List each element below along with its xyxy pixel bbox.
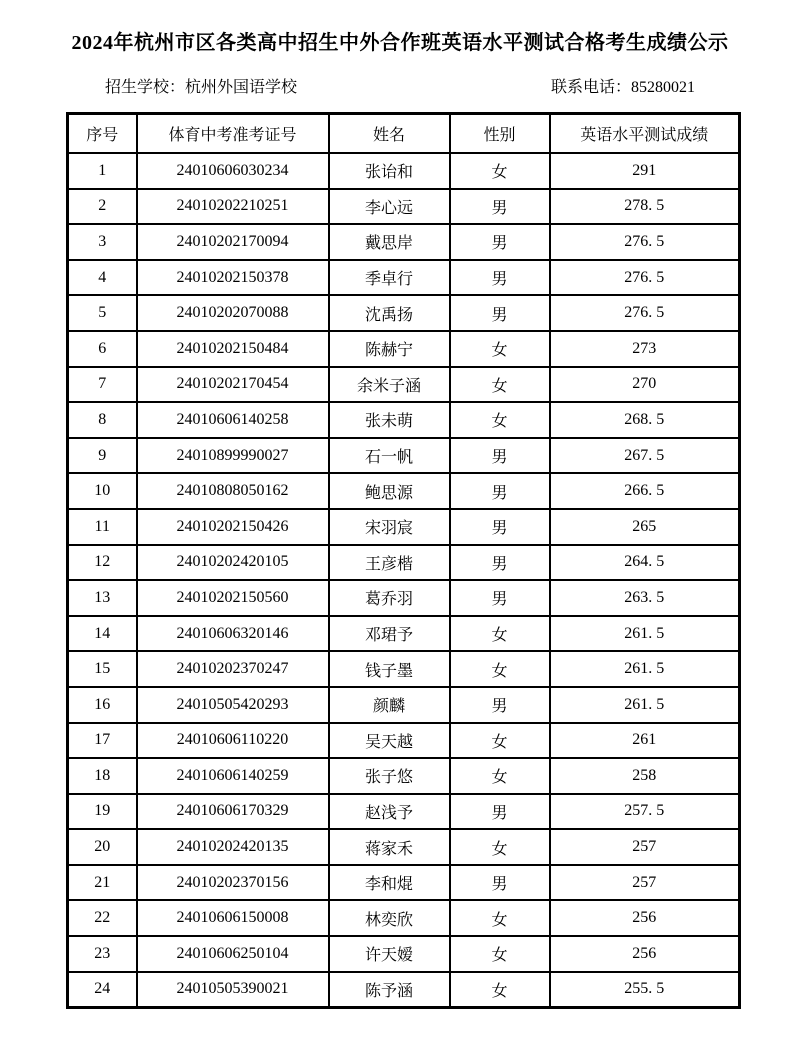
table-row bbox=[68, 580, 740, 616]
cell-score: 261. 5 bbox=[550, 687, 740, 723]
phone-label: 联系电话： bbox=[550, 79, 631, 96]
header-gender: 性别 bbox=[450, 114, 550, 154]
cell-score: 276. 5 bbox=[550, 224, 740, 260]
cell-gender: 女 bbox=[450, 402, 550, 438]
table-row bbox=[68, 900, 740, 936]
table-row bbox=[68, 758, 740, 794]
cell-index: 23 bbox=[68, 936, 137, 972]
cell-exam-number: 24010899990027 bbox=[137, 438, 329, 474]
cell-name: 吴天越 bbox=[329, 723, 450, 759]
cell-score: 263. 5 bbox=[550, 580, 740, 616]
cell-index: 10 bbox=[68, 473, 137, 509]
cell-exam-number: 24010202150378 bbox=[137, 260, 329, 296]
cell-gender: 男 bbox=[450, 438, 550, 474]
cell-index: 15 bbox=[68, 651, 137, 687]
cell-name: 李心远 bbox=[329, 189, 450, 225]
cell-name: 沈禹扬 bbox=[329, 295, 450, 331]
results-table bbox=[66, 112, 741, 1009]
cell-index: 4 bbox=[68, 260, 137, 296]
cell-gender: 女 bbox=[450, 616, 550, 652]
cell-exam-number: 24010202170454 bbox=[137, 367, 329, 403]
cell-score: 258 bbox=[550, 758, 740, 794]
phone-value: 85280021 bbox=[631, 79, 695, 96]
cell-gender: 女 bbox=[450, 936, 550, 972]
cell-exam-number: 24010606150008 bbox=[137, 900, 329, 936]
cell-exam-number: 24010606110220 bbox=[137, 723, 329, 759]
cell-index: 21 bbox=[68, 865, 137, 901]
cell-exam-number: 24010202150560 bbox=[137, 580, 329, 616]
table-row bbox=[68, 936, 740, 972]
cell-index: 16 bbox=[68, 687, 137, 723]
cell-name: 张未萌 bbox=[329, 402, 450, 438]
cell-score: 257. 5 bbox=[550, 794, 740, 830]
cell-score: 276. 5 bbox=[550, 295, 740, 331]
cell-index: 1 bbox=[68, 153, 137, 189]
cell-exam-number: 24010606140258 bbox=[137, 402, 329, 438]
table-row bbox=[68, 153, 740, 189]
cell-index: 6 bbox=[68, 331, 137, 367]
cell-index: 9 bbox=[68, 438, 137, 474]
cell-exam-number: 24010808050162 bbox=[137, 473, 329, 509]
cell-index: 19 bbox=[68, 794, 137, 830]
cell-score: 278. 5 bbox=[550, 189, 740, 225]
cell-index: 3 bbox=[68, 224, 137, 260]
cell-gender: 女 bbox=[450, 153, 550, 189]
cell-gender: 男 bbox=[450, 545, 550, 581]
cell-score: 256 bbox=[550, 936, 740, 972]
cell-score: 261. 5 bbox=[550, 651, 740, 687]
cell-index: 12 bbox=[68, 545, 137, 581]
table-row bbox=[68, 473, 740, 509]
cell-exam-number: 24010202170094 bbox=[137, 224, 329, 260]
cell-exam-number: 24010606170329 bbox=[137, 794, 329, 830]
cell-exam-number: 24010202150484 bbox=[137, 331, 329, 367]
cell-name: 陈予涵 bbox=[329, 972, 450, 1008]
cell-score: 257 bbox=[550, 865, 740, 901]
cell-gender: 男 bbox=[450, 794, 550, 830]
cell-score: 255. 5 bbox=[550, 972, 740, 1008]
cell-exam-number: 24010202210251 bbox=[137, 189, 329, 225]
cell-name: 石一帆 bbox=[329, 438, 450, 474]
cell-name: 余米子涵 bbox=[329, 367, 450, 403]
cell-gender: 男 bbox=[450, 580, 550, 616]
cell-score: 273 bbox=[550, 331, 740, 367]
cell-gender: 女 bbox=[450, 367, 550, 403]
cell-index: 24 bbox=[68, 972, 137, 1008]
cell-index: 11 bbox=[68, 509, 137, 545]
cell-gender: 男 bbox=[450, 295, 550, 331]
table-row bbox=[68, 794, 740, 830]
table-row bbox=[68, 545, 740, 581]
cell-gender: 女 bbox=[450, 900, 550, 936]
cell-index: 13 bbox=[68, 580, 137, 616]
cell-index: 17 bbox=[68, 723, 137, 759]
table-header-row bbox=[68, 114, 740, 154]
header-score: 英语水平测试成绩 bbox=[550, 114, 740, 154]
cell-score: 261 bbox=[550, 723, 740, 759]
cell-gender: 男 bbox=[450, 224, 550, 260]
cell-exam-number: 24010505420293 bbox=[137, 687, 329, 723]
cell-name: 李和焜 bbox=[329, 865, 450, 901]
cell-score: 266. 5 bbox=[550, 473, 740, 509]
cell-name: 蒋家禾 bbox=[329, 829, 450, 865]
cell-name: 林奕欣 bbox=[329, 900, 450, 936]
table-row bbox=[68, 402, 740, 438]
cell-score: 261. 5 bbox=[550, 616, 740, 652]
meta-row bbox=[0, 78, 800, 98]
table-row bbox=[68, 723, 740, 759]
cell-gender: 女 bbox=[450, 829, 550, 865]
cell-index: 8 bbox=[68, 402, 137, 438]
cell-exam-number: 24010606250104 bbox=[137, 936, 329, 972]
table-row bbox=[68, 295, 740, 331]
cell-gender: 男 bbox=[450, 687, 550, 723]
cell-gender: 男 bbox=[450, 260, 550, 296]
table-row bbox=[68, 651, 740, 687]
cell-index: 2 bbox=[68, 189, 137, 225]
cell-gender: 男 bbox=[450, 473, 550, 509]
school-value: 杭州外国语学校 bbox=[185, 79, 298, 96]
table-row bbox=[68, 367, 740, 403]
table-row bbox=[68, 331, 740, 367]
cell-gender: 男 bbox=[450, 865, 550, 901]
cell-index: 5 bbox=[68, 295, 137, 331]
cell-index: 14 bbox=[68, 616, 137, 652]
school-field bbox=[105, 78, 297, 98]
cell-name: 张诒和 bbox=[329, 153, 450, 189]
cell-gender: 女 bbox=[450, 972, 550, 1008]
cell-exam-number: 24010202420135 bbox=[137, 829, 329, 865]
cell-index: 22 bbox=[68, 900, 137, 936]
cell-exam-number: 24010202150426 bbox=[137, 509, 329, 545]
cell-gender: 女 bbox=[450, 331, 550, 367]
table-row bbox=[68, 189, 740, 225]
cell-name: 邓珺予 bbox=[329, 616, 450, 652]
header-exam-number: 体育中考准考证号 bbox=[137, 114, 329, 154]
cell-exam-number: 24010606030234 bbox=[137, 153, 329, 189]
cell-exam-number: 24010606140259 bbox=[137, 758, 329, 794]
table-row bbox=[68, 972, 740, 1008]
cell-gender: 女 bbox=[450, 651, 550, 687]
table-row bbox=[68, 616, 740, 652]
cell-score: 256 bbox=[550, 900, 740, 936]
school-label: 招生学校： bbox=[105, 79, 186, 96]
cell-name: 王彦楷 bbox=[329, 545, 450, 581]
cell-score: 264. 5 bbox=[550, 545, 740, 581]
cell-index: 20 bbox=[68, 829, 137, 865]
cell-score: 257 bbox=[550, 829, 740, 865]
cell-gender: 男 bbox=[450, 509, 550, 545]
cell-exam-number: 24010606320146 bbox=[137, 616, 329, 652]
header-index: 序号 bbox=[68, 114, 137, 154]
table-row bbox=[68, 509, 740, 545]
cell-score: 268. 5 bbox=[550, 402, 740, 438]
cell-exam-number: 24010202070088 bbox=[137, 295, 329, 331]
cell-name: 鲍思源 bbox=[329, 473, 450, 509]
cell-name: 陈赫宁 bbox=[329, 331, 450, 367]
cell-score: 265 bbox=[550, 509, 740, 545]
table-row bbox=[68, 260, 740, 296]
cell-index: 18 bbox=[68, 758, 137, 794]
cell-score: 291 bbox=[550, 153, 740, 189]
table-row bbox=[68, 829, 740, 865]
cell-score: 270 bbox=[550, 367, 740, 403]
cell-name: 宋羽宸 bbox=[329, 509, 450, 545]
cell-name: 许天嫒 bbox=[329, 936, 450, 972]
cell-exam-number: 24010505390021 bbox=[137, 972, 329, 1008]
cell-gender: 女 bbox=[450, 758, 550, 794]
table-row bbox=[68, 687, 740, 723]
cell-score: 276. 5 bbox=[550, 260, 740, 296]
header-name: 姓名 bbox=[329, 114, 450, 154]
cell-exam-number: 24010202370247 bbox=[137, 651, 329, 687]
phone-field bbox=[551, 78, 695, 98]
cell-gender: 女 bbox=[450, 723, 550, 759]
cell-score: 267. 5 bbox=[550, 438, 740, 474]
cell-name: 钱子墨 bbox=[329, 651, 450, 687]
cell-index: 7 bbox=[68, 367, 137, 403]
page-title: 2024年杭州市区各类高中招生中外合作班英语水平测试合格考生成绩公示 bbox=[71, 32, 729, 54]
cell-exam-number: 24010202370156 bbox=[137, 865, 329, 901]
cell-name: 赵浅予 bbox=[329, 794, 450, 830]
cell-name: 葛乔羽 bbox=[329, 580, 450, 616]
table-row bbox=[68, 224, 740, 260]
cell-name: 颜麟 bbox=[329, 687, 450, 723]
cell-exam-number: 24010202420105 bbox=[137, 545, 329, 581]
cell-name: 张子悠 bbox=[329, 758, 450, 794]
cell-gender: 男 bbox=[450, 189, 550, 225]
cell-name: 戴思岸 bbox=[329, 224, 450, 260]
cell-name: 季卓行 bbox=[329, 260, 450, 296]
table-row bbox=[68, 865, 740, 901]
table-row bbox=[68, 438, 740, 474]
